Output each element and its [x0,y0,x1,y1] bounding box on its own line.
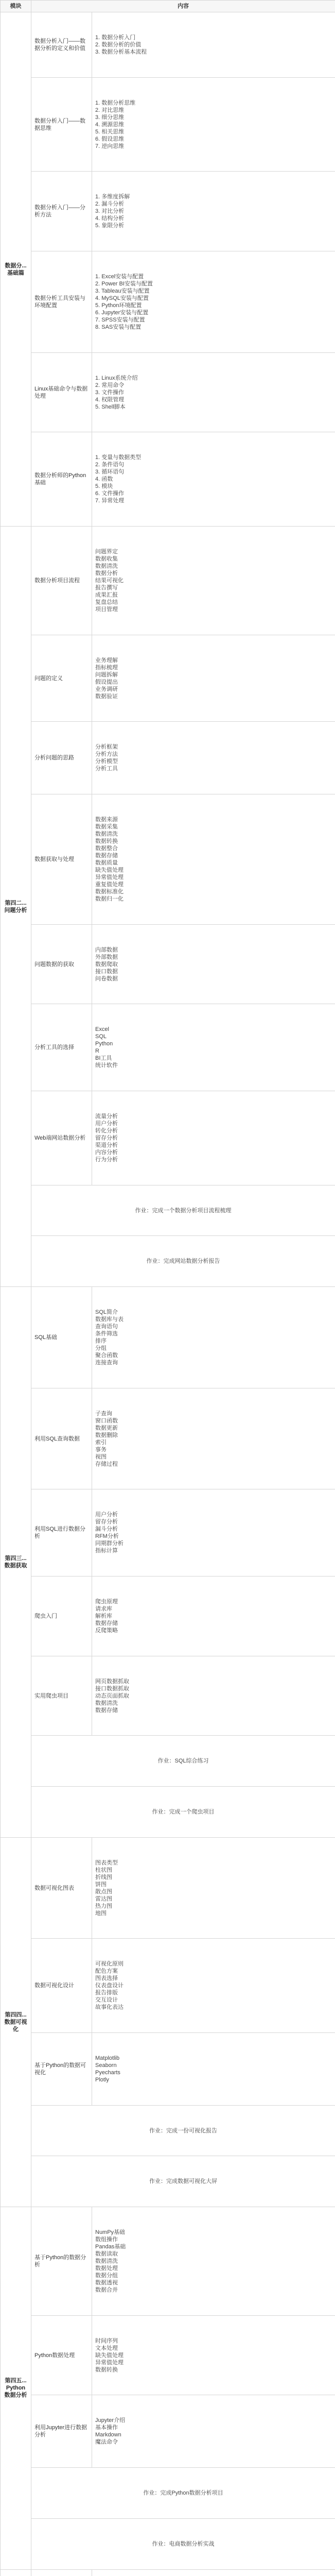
content-item: 内容分析 [95,1149,118,1156]
content-item: 3. 对比分析 [95,208,125,215]
content-item: 1. 变量与数据类型 [95,454,142,461]
content-item: 解析库 [95,1613,112,1619]
table-row [1,2395,335,2468]
content-item: 用户分析 [95,1120,118,1127]
content-item: 分析框架 [95,744,118,751]
assignment-note: 作业：完成网站数据分析报告 [31,1236,335,1287]
table-row [1,2315,335,2395]
module-cell: 第四五... Python数据分析 [1,2207,31,2569]
content-item: 报告撰写 [95,584,118,591]
content-item: 数据透视 [95,2279,118,2286]
content-item: 数据爬取 [95,961,118,968]
content-item: 8. SAS安装与配置 [95,324,142,330]
content-item: 分析工具 [95,766,118,772]
table-row [1,1004,335,1091]
table-row [1,1837,335,1939]
content-item: 柱状图 [95,1867,112,1873]
chapter-cell: 分析工具的选择 [31,1004,92,1091]
content-item: 数据存储 [95,1620,118,1626]
assignment-note: 作业：完成Python数据分析项目 [31,2468,335,2519]
content-item: 7. SPSS安装与配置 [95,316,145,323]
content-item: SQL [95,1033,107,1040]
chapter-cell: Linux基础命令与数据处理 [31,352,92,432]
table-row [1,1656,335,1736]
table-row [1,794,335,925]
module-cell: 第四二... 问题分析 [1,527,31,1287]
content-item: 数据验证 [95,693,118,700]
note-row [1,2518,335,2569]
assignment-note: 作业：SQL综合练习 [31,1736,335,1787]
content-item: 散点图 [95,1888,112,1895]
content-cell [92,924,335,1004]
content-item: 交互设计 [95,1997,118,2004]
content-item: Markdown [95,2432,121,2438]
content-item: 2. 数据分析的价值 [95,41,142,48]
content-cell [92,1091,335,1185]
chapter-cell: 问题的定义 [31,635,92,722]
content-item: 数据处理 [95,2265,118,2272]
chapter-cell: 数据分析师的Python基础 [31,432,92,527]
content-item: 留存分析 [95,1519,118,1526]
content-item: 数据清洗 [95,1700,118,1706]
note-row [1,2468,335,2519]
content-item: 魔法命令 [95,2439,118,2446]
table-row [1,924,335,1004]
content-item: 网页数据抓取 [95,1678,129,1685]
chapter-cell: 问题数据的获取 [31,924,92,1004]
content-item: 2. Power BI安装与配置 [95,280,153,287]
content-item: 索引 [95,1439,107,1446]
content-item: 反爬策略 [95,1627,118,1634]
chapter-cell: 利用Jupyter进行数据分析 [31,2395,92,2468]
content-item: 折线图 [95,1874,112,1880]
content-item: 6. 假设思维 [95,135,125,142]
content-item: 3. 文件操作 [95,389,125,396]
content-item: 转化分析 [95,1127,118,1134]
content-item: 图表类型 [95,1859,118,1866]
chapter-cell: 数据分析工具安装与环境配置 [31,251,92,353]
content-item: 窗口函数 [95,1417,118,1424]
content-cell [92,1577,335,1656]
table-row [1,352,335,432]
content-item: 缺失值处理 [95,2352,124,2359]
content-item: 行为分析 [95,1156,118,1163]
table-row [1,172,335,251]
content-item: 漏斗分析 [95,1526,118,1533]
content-cell [92,1388,335,1489]
content-cell [92,794,335,925]
content-item: 1. 数据分析入门 [95,34,136,41]
content-item: 异常值处理 [95,2359,124,2366]
note-row [1,2156,335,2207]
content-item: 留存分析 [95,1134,118,1141]
content-item: 异常值处理 [95,874,124,880]
content-cell [92,2569,335,2576]
content-item: 4. MySQL安装与配置 [95,295,149,301]
content-item: 2. 漏斗分析 [95,201,125,208]
content-item: 视图 [95,1453,107,1460]
content-item: 1. Linux系统介绍 [95,375,138,381]
note-row [1,1185,335,1236]
assignment-note: 作业：完成一个爬虫项目 [31,1787,335,1838]
content-item: 数据转换 [95,838,118,844]
assignment-note: 作业：完成一份可视化报告 [31,2105,335,2156]
content-cell [92,172,335,251]
content-item: 故事化表达 [95,2004,124,2011]
content-item: 时间序列 [95,2337,118,2344]
column-header-content: 内容 [31,1,335,12]
content-item: 可视化原则 [95,1961,124,1968]
content-item: 接口数据抓取 [95,1685,129,1692]
chapter-cell: 数据分析入门——数据思维 [31,77,92,172]
table-row [1,12,335,78]
assignment-note: 作业：完成数据可视化大屏 [31,2156,335,2207]
content-item: 数据存储 [95,852,118,859]
content-cell [92,352,335,432]
content-item: 4. 结构分析 [95,215,125,222]
module-cell: 第四三... 数据获取 [1,1287,31,1838]
content-cell [92,722,335,794]
table-row [1,1388,335,1489]
content-item: 数据整合 [95,845,118,852]
content-item: 业务理解 [95,657,118,664]
content-item: 数据分析 [95,570,118,577]
content-item: 2. 条件语句 [95,462,125,468]
content-item: 地图 [95,1910,107,1917]
content-item: 3. Tableau安装与配置 [95,287,150,294]
content-item: Excel [95,1026,109,1033]
content-item: 项目管理 [95,606,118,613]
note-row [1,2105,335,2156]
content-item: 数据清洗 [95,563,118,569]
content-item: 数组操作 [95,2236,118,2243]
content-item: 重复值处理 [95,881,124,888]
content-item: 5. 象限分析 [95,223,125,229]
content-cell [92,1489,335,1577]
content-cell [92,1287,335,1388]
content-item: 子查询 [95,1410,112,1417]
note-row [1,1787,335,1838]
content-item: 4. 溯源思维 [95,121,125,128]
content-item: 7. 逆向思维 [95,143,125,149]
content-item: 接口数据 [95,968,118,975]
content-item: 4. 权限管理 [95,396,125,403]
content-item: 连接查询 [95,1359,118,1366]
content-item: 1. Excel安装与配置 [95,273,144,280]
content-item: 数据转换 [95,2366,118,2373]
content-item: 6. 文件操作 [95,490,125,497]
chapter-cell: 基于Python的数据可视化 [31,2033,92,2106]
content-item: 数据删除 [95,1432,118,1438]
table-row [1,77,335,172]
content-item: Pandas基础 [95,2243,126,2250]
content-item: 5. Shell脚本 [95,403,126,410]
content-item: 数据分组 [95,2272,118,2279]
content-cell [92,12,335,78]
content-item: 分组 [95,1345,107,1351]
column-header-module: 模块 [1,1,31,12]
content-item: 2. 常用命令 [95,382,125,388]
chapter-cell: Python数据处理 [31,2315,92,2395]
content-item: Plotly [95,2076,109,2083]
content-item: 渠道分析 [95,1142,118,1148]
chapter-cell: 分析问题的思路 [31,722,92,794]
table-row [1,432,335,527]
content-item: 报告排版 [95,1990,118,1996]
note-row [1,1736,335,1787]
chapter-cell: 利用SQL查询数据 [31,1388,92,1489]
content-item: 指标计算 [95,1548,118,1554]
content-item: 爬虫原理 [95,1598,118,1605]
module-cell [1,2569,31,2576]
content-item: 同期群分析 [95,1540,124,1547]
table-row [1,1489,335,1577]
content-item: Jupyter介绍 [95,2417,126,2424]
content-item: 指标梳理 [95,664,118,671]
table-row [1,1577,335,1656]
content-item: 3. 细分思维 [95,114,125,121]
note-row [1,1236,335,1287]
content-item: 基本操作 [95,2425,118,2431]
content-item: 热力图 [95,1903,112,1909]
chapter-cell: 数据获取与处理 [31,794,92,925]
content-item: 复盘总结 [95,599,118,605]
content-item: 6. Jupyter安装与配置 [95,309,149,316]
content-cell [92,1837,335,1939]
content-item: 数据合并 [95,2286,118,2293]
content-item: 数据标准化 [95,888,124,895]
content-item: 排序 [95,1337,107,1344]
content-item: 问卷数据 [95,975,118,982]
chapter-cell: 利用SQL进行数据分析 [31,1489,92,1577]
content-item: 聚合函数 [95,1352,118,1359]
content-item: 雷达图 [95,1895,112,1902]
module-cell: 数据分... 基础篇 [1,12,31,527]
content-item: 分析方法 [95,751,118,758]
content-item: 仪表盘设计 [95,1982,124,1989]
content-item: 问题界定 [95,548,118,555]
module-cell: 第四四... 数据可视化 [1,1837,31,2207]
content-item: NumPy基础 [95,2229,126,2235]
content-item: 缺失值处理 [95,867,124,873]
content-item: 图表选择 [95,1975,118,1982]
table-row [1,1287,335,1388]
content-item: 数据采集 [95,823,118,830]
chapter-cell: 基于Python的数据分析 [31,2207,92,2316]
content-item: 5. 相关思维 [95,128,125,135]
content-item: 数据归一化 [95,895,124,902]
chapter-cell: 实用爬虫项目 [31,1656,92,1736]
content-item: 数据库与表 [95,1316,124,1323]
content-item: 数据清洗 [95,2258,118,2264]
content-item: 条件筛选 [95,1330,118,1337]
content-item: R [95,1048,99,1055]
chapter-cell: 数据可视化设计 [31,1939,92,2033]
content-cell [92,2033,335,2106]
content-item: 1. 数据分析思维 [95,99,136,106]
content-item: 动态页面抓取 [95,1692,129,1699]
chapter-cell: 数据分析入门——数据分析的定义和价值 [31,12,92,78]
content-item: 成果汇报 [95,591,118,598]
content-item: 配色方案 [95,1968,118,1975]
table-row [1,635,335,722]
content-item: 4. 函数 [95,476,113,483]
content-item: BI工具 [95,1055,112,1062]
table-row [1,2033,335,2106]
content-item: 假设提出 [95,679,118,685]
chapter-cell: 爬虫入门 [31,1577,92,1656]
content-item: Pyecharts [95,2069,120,2076]
content-cell [92,1004,335,1091]
assignment-note: 作业：完成一个数据分析项目流程梳理 [31,1185,335,1236]
chapter-cell: 数据可视化图表 [31,1837,92,1939]
content-item: 饼图 [95,1881,107,1888]
content-cell [92,432,335,527]
table-row [1,1939,335,2033]
content-item: 数据清洗 [95,831,118,837]
chapter-cell: 数据分析项目流程 [31,527,92,635]
content-item: RFM分析 [95,1533,119,1540]
table-row [1,2569,335,2576]
table-row [1,251,335,353]
assignment-note: 作业：电商数据分析实战 [31,2518,335,2569]
content-item: 7. 异常处理 [95,498,125,504]
content-item: 数据读取 [95,2250,118,2257]
content-item: 2. 对比思维 [95,107,125,113]
content-item: 事务 [95,1446,107,1453]
content-item: 数据收集 [95,555,118,562]
content-item: 文本处理 [95,2345,118,2351]
content-item: 数据来源 [95,816,118,823]
content-item: SQL简介 [95,1309,118,1315]
chapter-cell: SQL基础 [31,1287,92,1388]
content-item: 统计软件 [95,1062,118,1069]
content-item: 用户分析 [95,1512,118,1518]
content-item: 5. 模块 [95,483,113,490]
table-row [1,2207,335,2316]
content-item: Python [95,1041,113,1047]
content-item: 1. 多维度拆解 [95,194,130,200]
content-item: 流量分析 [95,1113,118,1120]
content-item: 内部数据 [95,946,118,953]
content-cell [92,2395,335,2468]
content-item: 分析模型 [95,758,118,765]
content-cell [92,251,335,353]
content-item: 问题拆解 [95,671,118,678]
content-item: Matplotlib [95,2055,120,2061]
content-item: Seaborn [95,2062,117,2069]
chapter-cell: 数据分析入门——分析方法 [31,172,92,251]
table-header-row [1,1,335,12]
content-item: 3. 数据分析基本流程 [95,48,147,55]
content-cell [92,77,335,172]
content-item: 存储过程 [95,1461,118,1467]
content-cell [92,1656,335,1736]
content-item: 数据存储 [95,1707,118,1714]
content-cell [92,635,335,722]
content-item: 业务调研 [95,686,118,692]
content-item: 5. Python环境配置 [95,302,142,309]
content-item: 外部数据 [95,954,118,960]
content-item: 结果可视化 [95,577,124,584]
content-item: 3. 循环语句 [95,469,125,476]
table-row [1,722,335,794]
content-cell [92,1939,335,2033]
content-item: 数据更新 [95,1425,118,1431]
chapter-cell [31,2569,92,2576]
content-cell [92,2207,335,2316]
table-body [1,12,335,2576]
content-item: 数据质量 [95,859,118,866]
content-cell [92,2315,335,2395]
table-row [1,527,335,635]
content-cell [92,527,335,635]
chapter-cell: Web端网站数据分析 [31,1091,92,1185]
content-item: 查询语句 [95,1323,118,1330]
content-item: 请求库 [95,1605,112,1612]
table-row [1,1091,335,1185]
